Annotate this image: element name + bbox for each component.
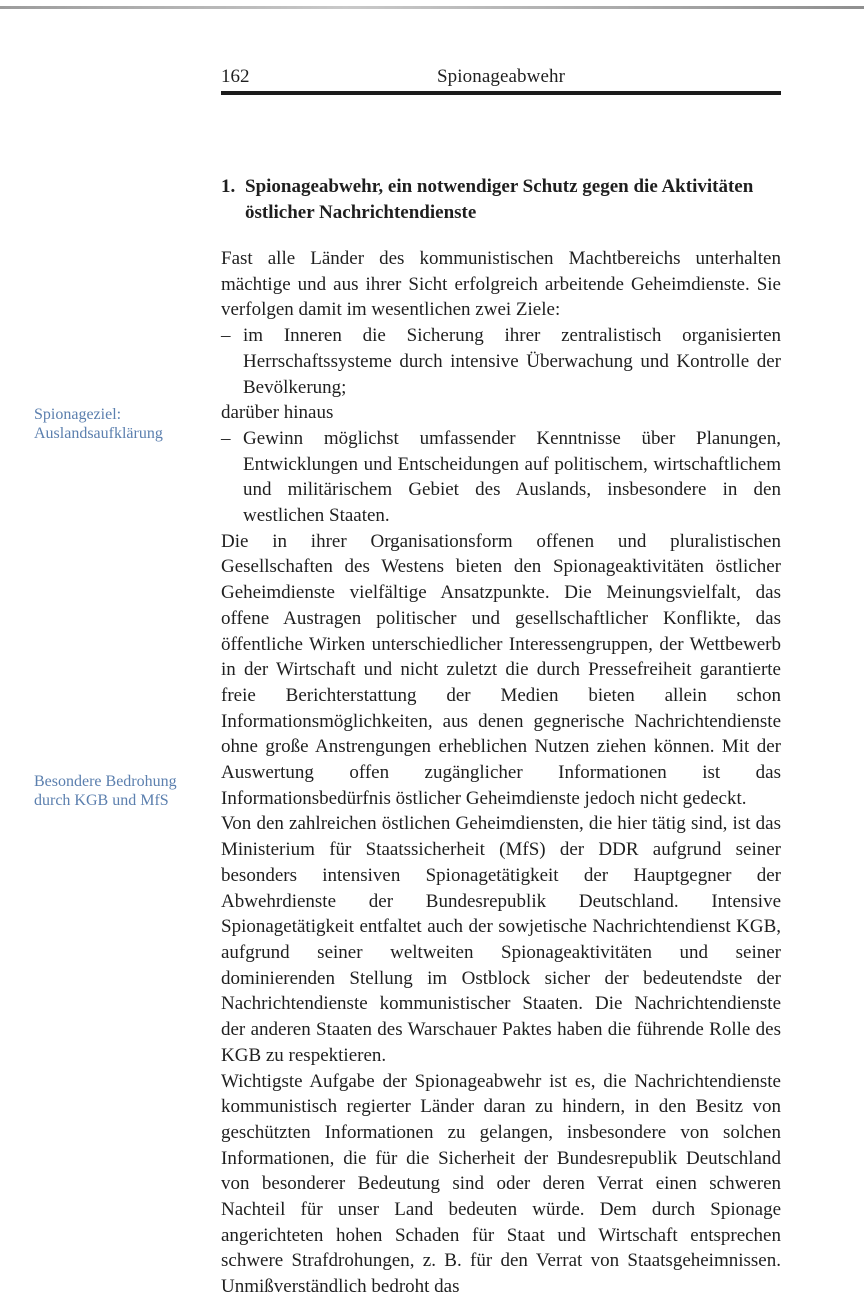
page-top-edge	[0, 6, 864, 9]
intro-paragraph: Fast alle Länder des kommunistischen Machtbereichs unterhalten mächtige und aus ihrer Sicht erfolgreich arbeitende Geheimdienste. Sie verfolgen damit im wesentlichen zwei Ziele:	[221, 248, 781, 321]
header-rule	[221, 91, 781, 95]
section-number: 1.	[221, 176, 236, 197]
paragraph-mfs-kgb: Von den zahlreichen östlichen Geheimdiensten, die hier tätig sind, ist das Ministerium für Staatssicherheit (MfS) der DDR aufgrund seiner besonders intensiven Spionagetätigkeit der Hauptgegner der Abwehrdienste der Bundesrepublik Deutschland. Intensive Spionagetätigkeit entfaltet auch der sowjetische Nachrichtendienst KGB, aufgrund seiner weltweiten Spionageaktivitäten und seiner dominierenden Stellung im Ostblock sicher der bedeutendste der Nachrichtendienste kommunistischer Staaten. Die Nachrichtendienste der anderen Staaten des Warschauer Paktes haben die führende Rolle des KGB zu respektieren.	[221, 813, 781, 1066]
bullet-text: im Inneren die Sicherung ihrer zentralistisch organisierten Herrschaftssysteme durch intensive Überwachung und Kontrolle der Bevölkerung;	[243, 325, 781, 398]
bullet-dash: –	[221, 325, 231, 347]
bullet-item-ausland	[221, 426, 781, 529]
page-number: 162	[221, 66, 250, 87]
margin-note-kgb-mfs: Besondere Bedrohung durch KGB und MfS	[34, 773, 177, 809]
body-text	[221, 246, 781, 1300]
connector-text: darüber hinaus	[221, 402, 334, 424]
section-title-line2: östlicher Nachrichtendienste	[245, 202, 477, 223]
page-header	[221, 62, 781, 88]
section-title-line1: Spionageabwehr, ein notwendiger Schutz gegen die Aktivitäten	[245, 176, 754, 197]
bullet-item-inneres	[221, 323, 781, 400]
paragraph-western-societies: Die in ihrer Organisationsform offenen und pluralistischen Gesellschaften des Westens bieten den Spionageaktivitäten östlicher Geheimdienste vielfältige Ansatzpunkte. Die Meinungsvielfalt, das offene Austragen politischer und gesellschaftlicher Konflikte, das öffentliche Wirken unterschiedlicher Interessengruppen, der Wettbewerb in der Wirtschaft und nicht zuletzt die durch Pressefreiheit garantierte freie Berichterstattung der Medien bieten allein schon Informationsmöglichkeiten, aus denen gegnerische Nachrichtendienste ohne große Anstrengungen erheblichen Nutzen ziehen können. Mit der Auswertung offen zugänglicher Informationen ist das Informationsbedürfnis östlicher Geheimdienste jedoch nicht gedeckt.	[221, 530, 781, 809]
section-heading	[221, 174, 781, 226]
margin-note-auslandsaufklaerung: Spionageziel: Auslandsaufklärung	[34, 406, 163, 442]
bullet-dash: –	[221, 427, 231, 449]
paragraph-task-spionageabwehr: Wichtigste Aufgabe der Spionageabwehr ist es, die Nachrichtendienste kommunistisch regierter Länder daran zu hindern, in den Besitz von geschützten Informationen zu gelangen, insbesondere von solchen Informationen, die für die Sicherheit der Bundesrepublik Deutschland von besonderer Bedeutung sind oder deren Verrat einen schweren Nachteil für unser Land bedeuten würde. Dem durch Spionage angerichteten hohen Schaden für Staat und Wirtschaft entsprechen schwere Strafdrohungen, z. B. für den Verrat von Staatsgeheimnissen. Unmißverständlich bedroht das	[221, 1070, 781, 1298]
bullet-text: Gewinn möglichst umfassender Kenntnisse über Planungen, Entwicklungen und Entscheidungen auf politischem, wirtschaftlichem und militärischem Gebiet des Auslands, insbesondere in den westlichen Staaten.	[243, 427, 781, 527]
running-title: Spionageabwehr	[436, 66, 566, 87]
